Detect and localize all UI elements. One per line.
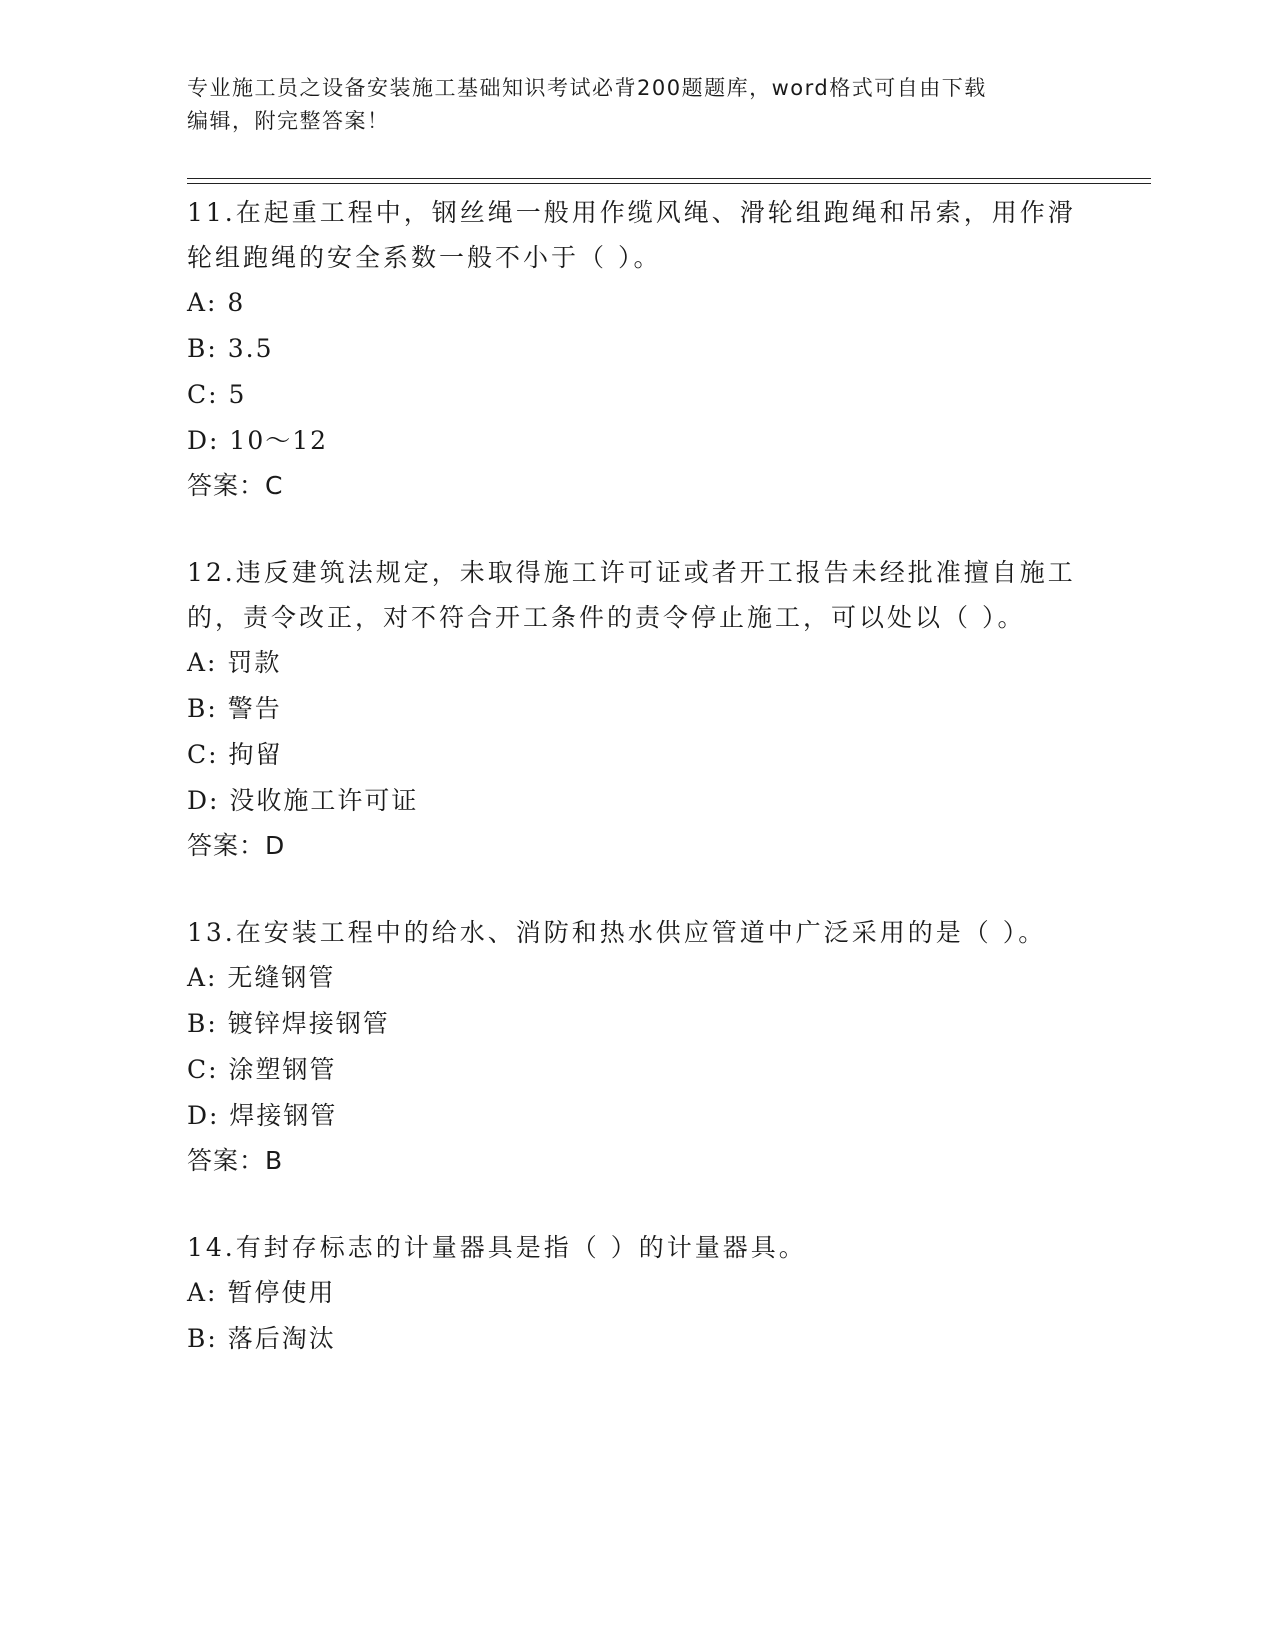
option-a: A: 无缝钢管 xyxy=(187,963,336,992)
option-a: A: 罚款 xyxy=(187,648,282,677)
question-text: 11.在起重工程中，钢丝绳一般用作缆风绳、滑轮组跑绳和吊索，用作滑轮组跑绳的安全系数一般不小于（ ）。 xyxy=(187,198,1076,272)
option-d: D: 10～12 xyxy=(187,426,329,455)
answer-text: 答案：D xyxy=(187,831,286,860)
option-a: A: 8 xyxy=(187,288,246,317)
option-c: C: 拘留 xyxy=(187,740,283,769)
answer-text: 答案：C xyxy=(187,471,284,500)
option-a: A: 暂停使用 xyxy=(187,1278,336,1307)
header-divider-bottom xyxy=(187,183,1151,184)
question-11 xyxy=(187,190,1087,508)
option-b: B: 落后淘汰 xyxy=(187,1324,336,1353)
option-c: C: 涂塑钢管 xyxy=(187,1055,337,1084)
header-divider-top xyxy=(187,178,1151,179)
question-13 xyxy=(187,910,1087,1183)
option-b: B: 镀锌焊接钢管 xyxy=(187,1009,390,1038)
header-line-2: 编辑，附完整答案！ xyxy=(187,109,390,133)
answer-text: 答案：B xyxy=(187,1146,284,1175)
header-line-1: 专业施工员之设备安装施工基础知识考试必背200题题库，word格式可自由下载 xyxy=(187,76,987,100)
option-d: D: 没收施工许可证 xyxy=(187,786,419,815)
option-d: D: 焊接钢管 xyxy=(187,1101,338,1130)
question-text: 14.有封存标志的计量器具是指（ ）的计量器具。 xyxy=(187,1233,807,1262)
question-text: 12.违反建筑法规定，未取得施工许可证或者开工报告未经批准擅自施工的，责令改正，对不符合开工条件的责令停止施工，可以处以（ ）。 xyxy=(187,558,1076,632)
question-14 xyxy=(187,1225,1087,1362)
option-b: B: 警告 xyxy=(187,694,282,723)
question-list xyxy=(187,190,1087,1404)
option-b: B: 3.5 xyxy=(187,334,274,363)
question-text: 13.在安装工程中的给水、消防和热水供应管道中广泛采用的是（ ）。 xyxy=(187,918,1047,947)
question-12 xyxy=(187,550,1087,868)
option-c: C: 5 xyxy=(187,380,247,409)
document-header xyxy=(187,72,1067,138)
